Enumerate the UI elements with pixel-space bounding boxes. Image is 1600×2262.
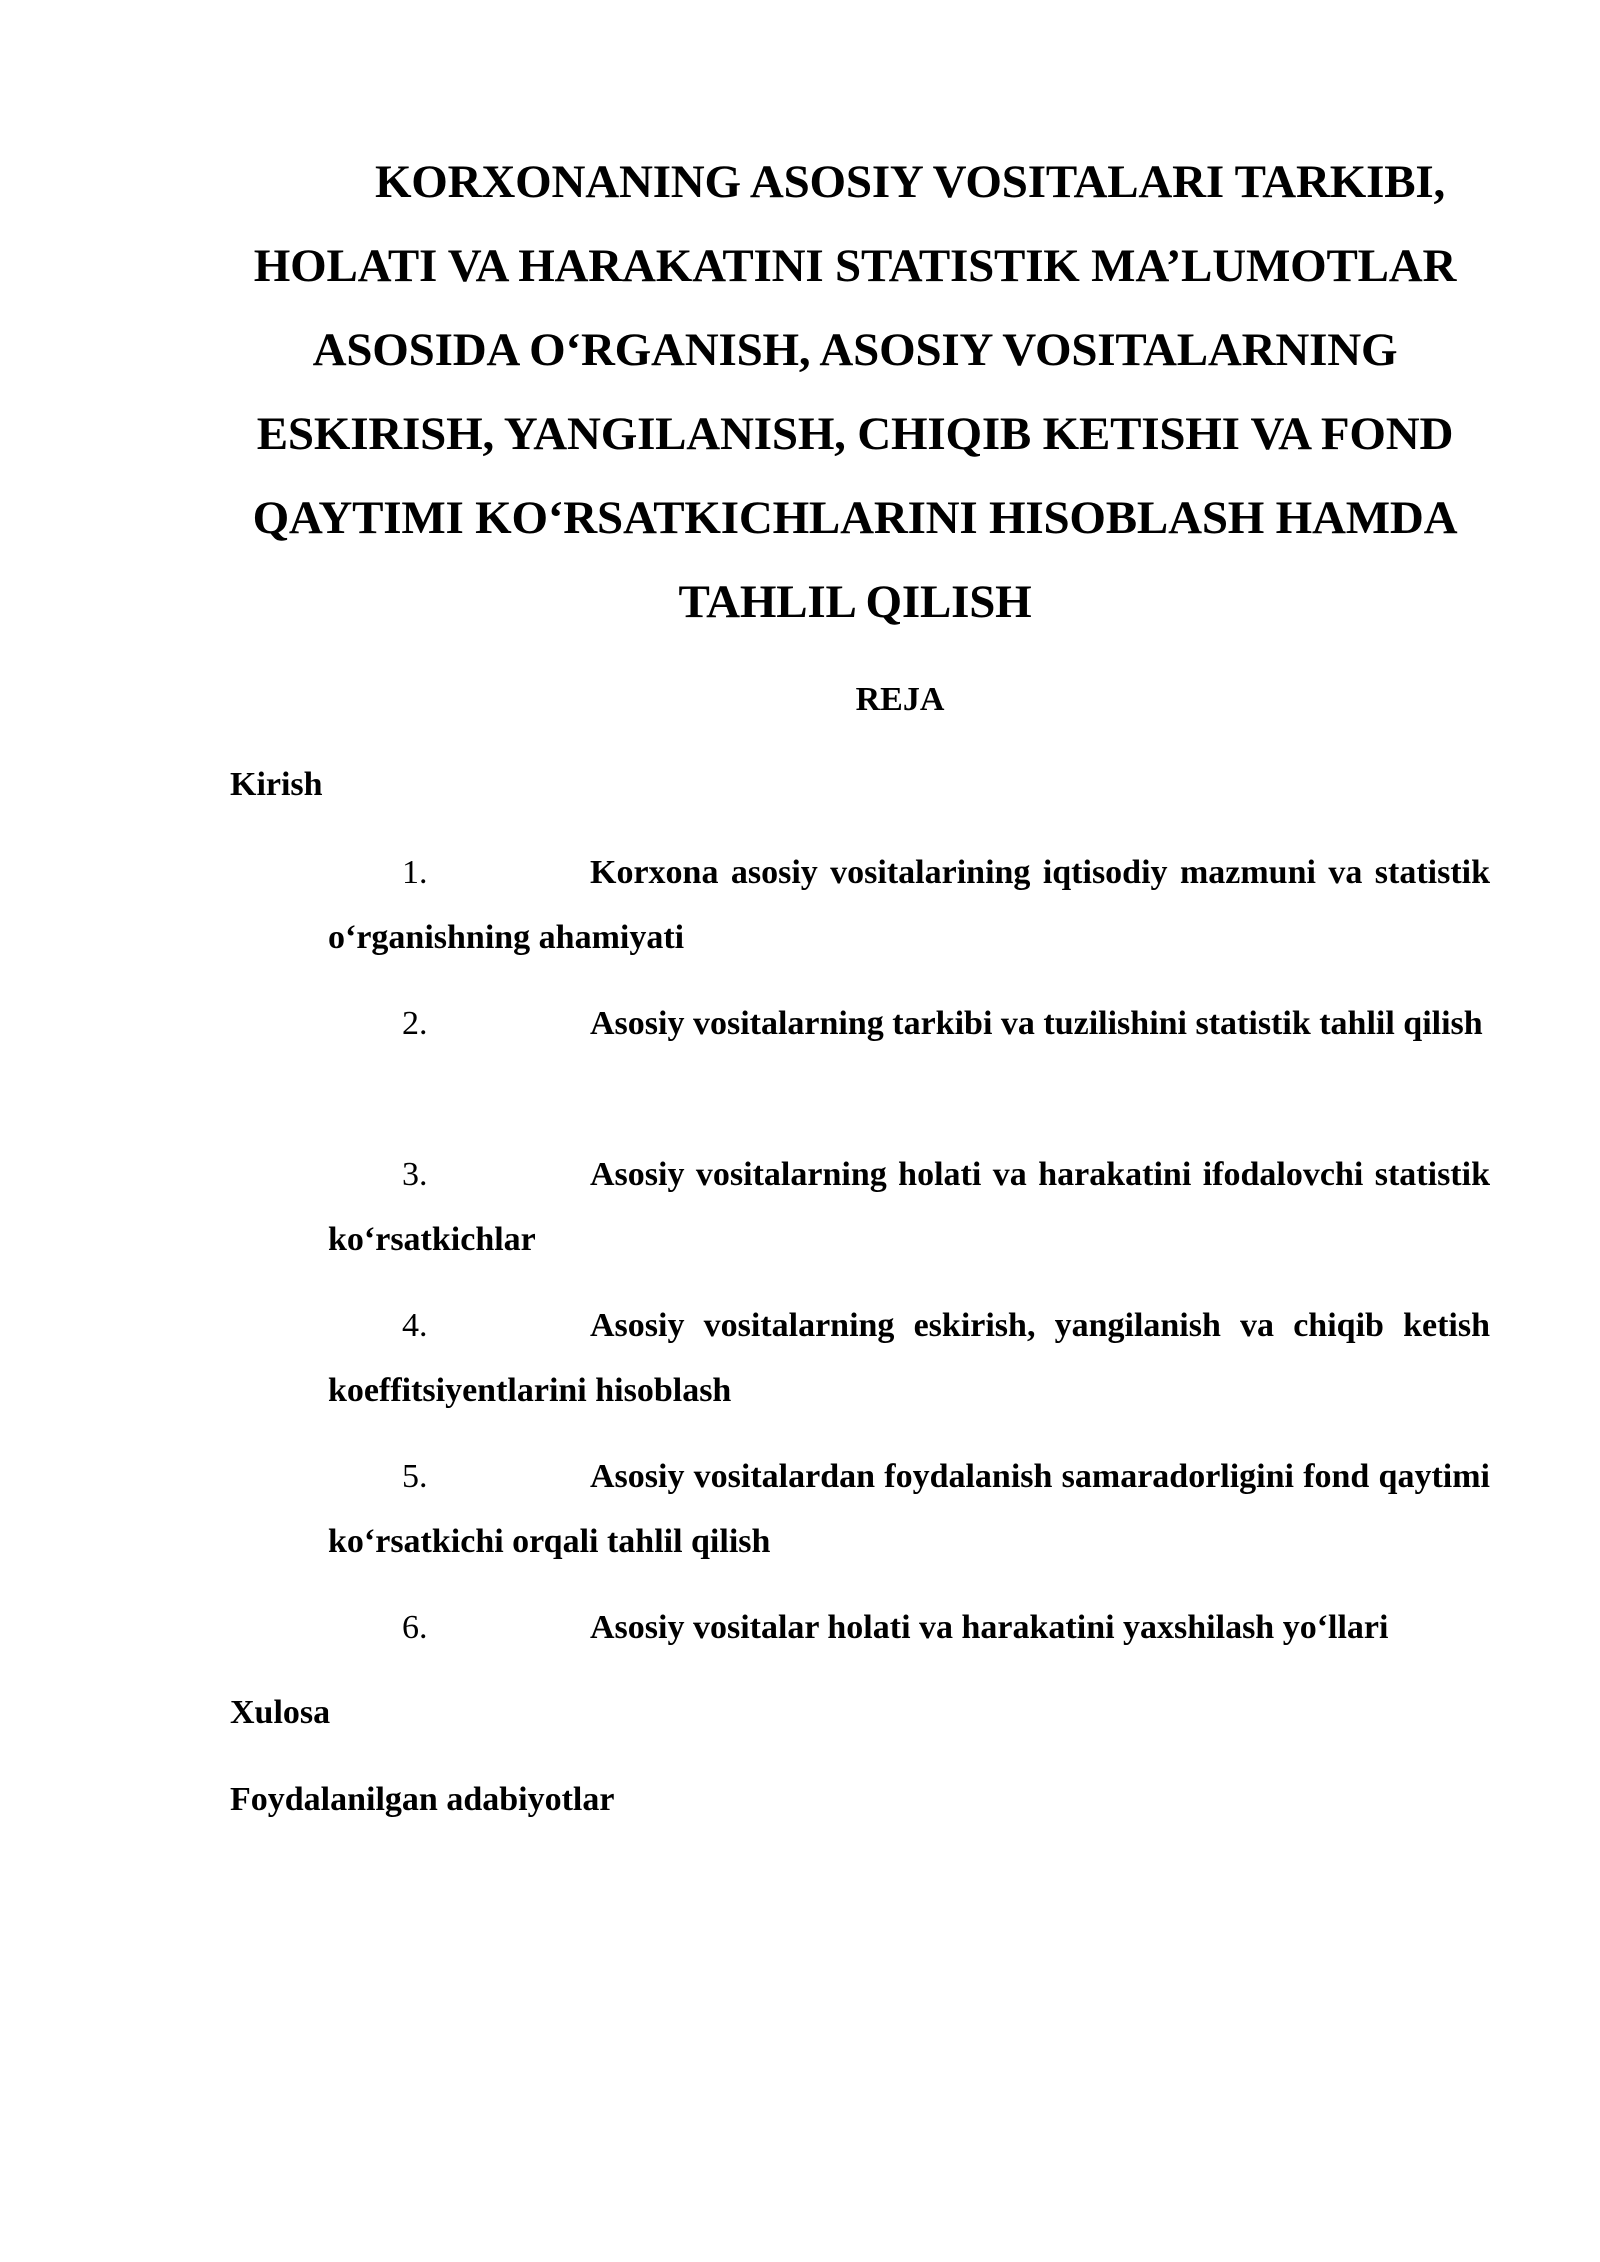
plan-item xyxy=(328,1293,1490,1423)
plan-item xyxy=(328,840,1490,970)
document-title: KORXONANING ASOSIY VOSITALARI TARKIBI, HOLATI VA HARAKATINI STATISTIK MA’LUMOTLAR ASOSIDA O‘RGANISH, ASOSIY VOSITALARNING ESKIRISH, YANGILANISH, CHIQIB KETISHI VA FOND QAYTIMI KO‘RSATKICHLARINI HISOBLASH HAMDA TAHLIL QILISH xyxy=(252,156,1458,628)
plan-item xyxy=(328,991,1490,1056)
conclusion-label: Xulosa xyxy=(230,1694,331,1731)
plan-item-number: 4. xyxy=(402,1307,428,1344)
intro-label: Kirish xyxy=(230,766,323,803)
plan-item-text: Asosiy vositalardan foydalanish samaradorligini fond qaytimi ko‘rsatkichi orqali tahlil qilish xyxy=(328,1458,1490,1560)
plan-item-text: Asosiy vositalar holati va harakatini yaxshilash yo‘llari xyxy=(590,1609,1389,1646)
plan-item xyxy=(328,1595,1490,1660)
references-label: Foydalanilgan adabiyotlar xyxy=(230,1781,615,1818)
plan-item-text: Asosiy vositalarning tarkibi va tuzilishini statistik tahlil qilish xyxy=(590,1005,1483,1042)
plan-item-text: Korxona asosiy vositalarining iqtisodiy mazmuni va statistik o‘rganishning ahamiyati xyxy=(328,854,1490,956)
plan-item xyxy=(328,1444,1490,1574)
plan-item-number: 2. xyxy=(402,1005,428,1042)
plan-item-number: 6. xyxy=(402,1609,428,1646)
plan-item xyxy=(328,1142,1490,1272)
plan-item-number: 5. xyxy=(402,1458,428,1495)
plan-item-text: Asosiy vositalarning eskirish, yangilanish va chiqib ketish koeffitsiyentlarini hisoblash xyxy=(328,1307,1490,1409)
plan-item-text: Asosiy vositalarning holati va harakatini ifodalovchi statistik ko‘rsatkichlar xyxy=(328,1156,1490,1258)
plan-item-number: 1. xyxy=(402,854,428,891)
plan-item-number: 3. xyxy=(402,1156,428,1193)
plan-heading: REJA xyxy=(855,681,945,718)
